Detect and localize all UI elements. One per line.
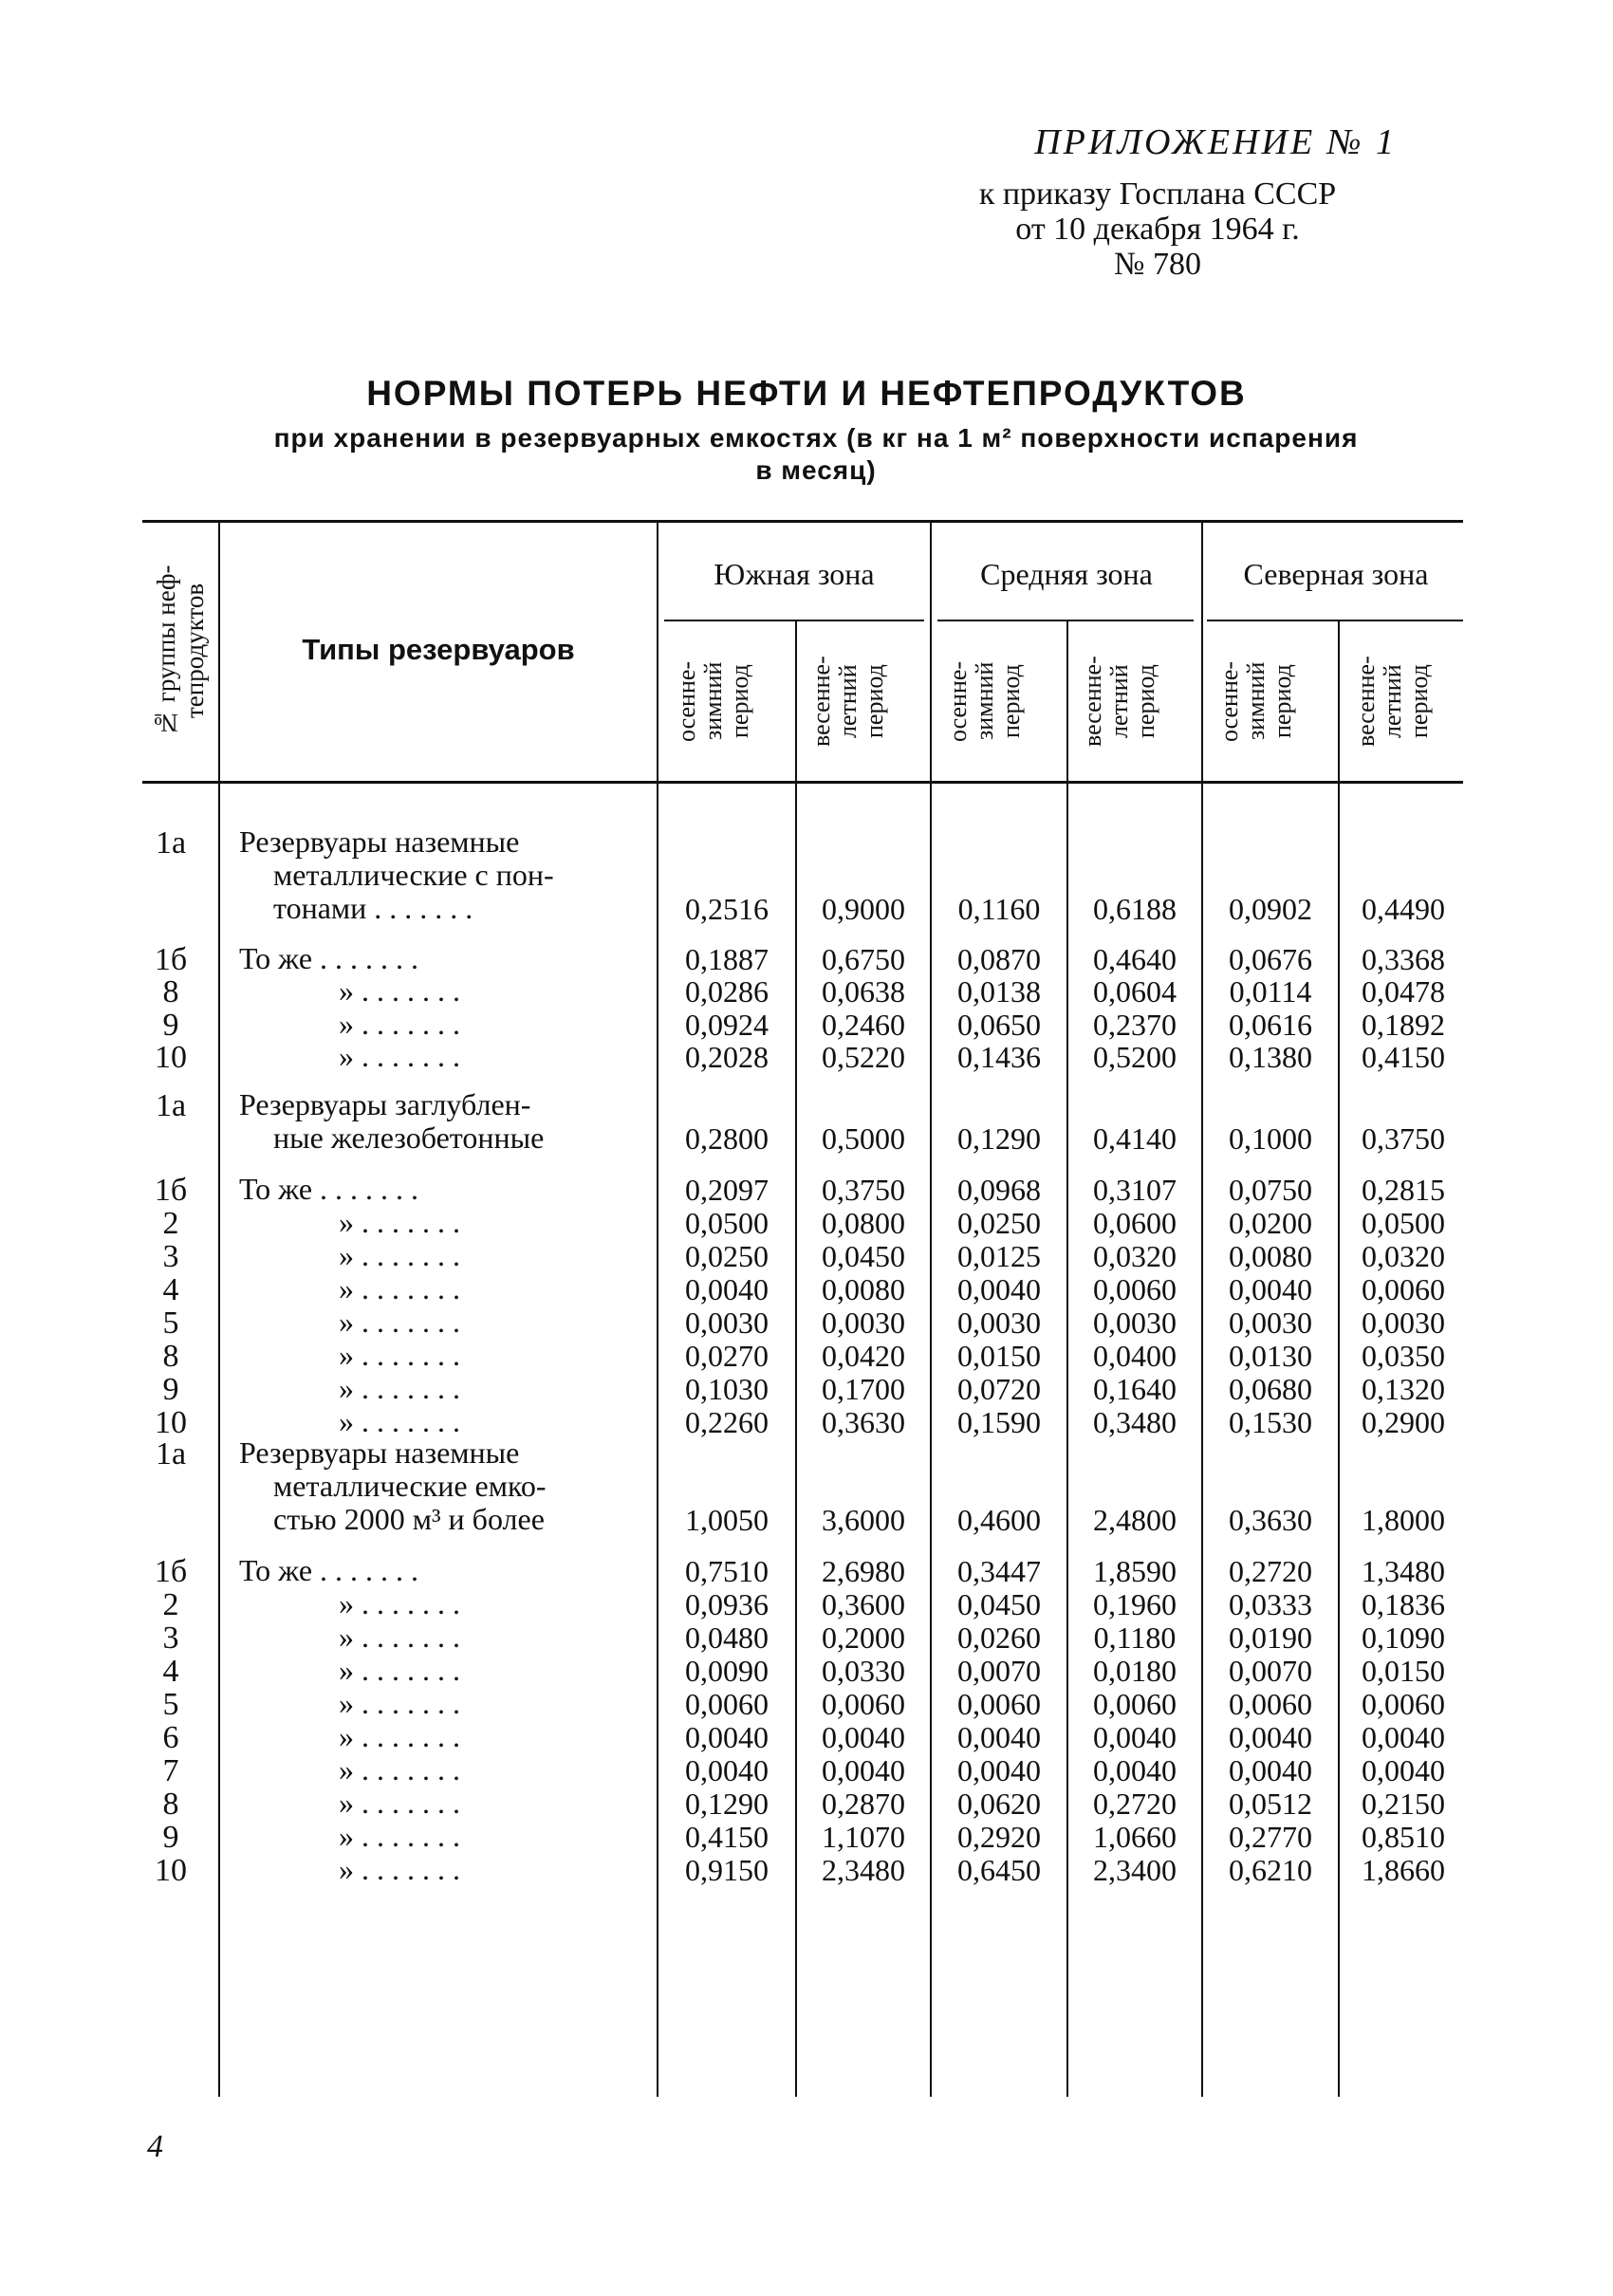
loss-value: 0,0270 <box>685 1339 769 1373</box>
loss-value: 0,1836 <box>1362 1587 1445 1621</box>
loss-value: 0,0450 <box>957 1587 1041 1621</box>
reservoir-type-line: » . . . . . . . <box>339 1787 460 1820</box>
reservoir-type <box>239 1687 643 1720</box>
loss-value: 0,0676 <box>1229 942 1312 976</box>
loss-value: 0,1030 <box>685 1372 769 1406</box>
loss-value: 0,0638 <box>822 974 905 1009</box>
loss-value: 0,0030 <box>1093 1305 1177 1340</box>
loss-value: 2,3400 <box>1093 1853 1177 1887</box>
column-divider <box>218 520 220 2097</box>
group-number: 2 <box>162 1587 179 1622</box>
loss-value: 0,0040 <box>822 1720 905 1754</box>
group-number: 9 <box>162 1372 179 1407</box>
reservoir-type-line: ные железобетонные <box>273 1121 545 1155</box>
loss-value: 0,0060 <box>1093 1687 1177 1721</box>
reservoir-type-line: » . . . . . . . <box>339 1853 460 1886</box>
reservoir-type <box>239 1787 643 1820</box>
loss-value: 0,2460 <box>822 1008 905 1042</box>
loss-value: 0,9150 <box>685 1853 769 1887</box>
loss-value: 0,0030 <box>1229 1305 1312 1340</box>
loss-value: 0,0924 <box>685 1008 769 1042</box>
document-subtitle <box>161 422 1471 487</box>
loss-value: 0,2720 <box>1229 1554 1312 1588</box>
loss-value: 1,8590 <box>1093 1554 1177 1588</box>
loss-value: 0,0040 <box>1362 1753 1445 1787</box>
loss-value: 1,8000 <box>1362 1503 1445 1537</box>
loss-value: 0,0090 <box>685 1654 769 1688</box>
group-number: 3 <box>162 1620 179 1656</box>
loss-value: 1,8660 <box>1362 1853 1445 1887</box>
loss-value: 0,2815 <box>1362 1173 1445 1207</box>
reservoir-type <box>239 1008 643 1041</box>
loss-value: 0,0040 <box>957 1753 1041 1787</box>
loss-value: 0,0150 <box>957 1339 1041 1373</box>
group-number: 10 <box>155 1405 187 1440</box>
loss-value: 0,0060 <box>1229 1687 1312 1721</box>
loss-value: 0,0620 <box>957 1787 1041 1821</box>
loss-value: 0,2097 <box>685 1173 769 1207</box>
group-number: 10 <box>155 1040 187 1075</box>
reservoir-type <box>239 1436 643 1536</box>
reservoir-type-line: » . . . . . . . <box>339 1008 460 1041</box>
header-bottom-rule <box>142 781 1463 784</box>
reservoir-type-line: Резервуары наземные <box>239 825 520 859</box>
loss-value: 0,0478 <box>1362 974 1445 1009</box>
loss-value: 0,1436 <box>957 1040 1041 1074</box>
loss-value: 0,0060 <box>822 1687 905 1721</box>
reservoir-type <box>239 1820 643 1853</box>
reservoir-type-line: » . . . . . . . <box>339 1206 460 1239</box>
loss-value: 0,0070 <box>1229 1654 1312 1688</box>
loss-value: 0,6750 <box>822 942 905 976</box>
reservoir-type-line: металлические с пон- <box>273 859 554 892</box>
loss-value: 2,4800 <box>1093 1503 1177 1537</box>
group-number: 9 <box>162 1008 179 1043</box>
loss-value: 2,6980 <box>822 1554 905 1588</box>
group-number: 10 <box>155 1853 187 1888</box>
loss-value: 0,0500 <box>1362 1206 1445 1240</box>
loss-value: 0,0030 <box>822 1305 905 1340</box>
zone-header-north: Северная зона <box>1243 556 1429 591</box>
loss-value: 0,3750 <box>822 1173 905 1207</box>
zone-rule-middle <box>937 620 1194 621</box>
group-number: 1б <box>154 1554 188 1589</box>
reservoir-type-line: » . . . . . . . <box>339 974 460 1008</box>
loss-value: 0,6450 <box>957 1853 1041 1887</box>
order-line: от 10 декабря 1964 г. <box>1015 212 1300 247</box>
loss-value: 0,0040 <box>685 1272 769 1306</box>
period-header-autumn-winter: осенне-зимний период <box>673 660 753 742</box>
group-number: 8 <box>162 974 179 1009</box>
reservoir-type <box>239 1620 643 1654</box>
loss-value: 0,4150 <box>1362 1040 1445 1074</box>
reservoir-type <box>239 1554 643 1587</box>
loss-value: 0,1590 <box>957 1405 1041 1439</box>
loss-value: 0,7510 <box>685 1554 769 1588</box>
appendix-label: ПРИЛОЖЕНИЕ № 1 <box>1034 122 1397 162</box>
loss-value: 0,3480 <box>1093 1405 1177 1439</box>
loss-value: 0,3600 <box>822 1587 905 1621</box>
subtitle-line: в месяц) <box>755 455 877 485</box>
col-header-group: № группы неф-тепродуктов <box>152 565 209 737</box>
loss-value: 0,0250 <box>685 1239 769 1273</box>
loss-value: 0,2870 <box>822 1787 905 1821</box>
group-number: 7 <box>162 1753 179 1788</box>
loss-value: 0,0030 <box>1362 1305 1445 1340</box>
reservoir-type-line: » . . . . . . . <box>339 1305 460 1339</box>
reservoir-type <box>239 1720 643 1753</box>
loss-value: 1,0050 <box>685 1503 769 1537</box>
group-number: 8 <box>162 1787 179 1822</box>
loss-value: 0,2150 <box>1362 1787 1445 1821</box>
loss-value: 0,0040 <box>1093 1720 1177 1754</box>
loss-value: 0,0114 <box>1229 974 1312 1009</box>
loss-value: 0,1380 <box>1229 1040 1312 1074</box>
group-number: 5 <box>162 1687 179 1722</box>
loss-value: 0,0030 <box>957 1305 1041 1340</box>
reservoir-type <box>239 825 643 925</box>
loss-value: 0,3368 <box>1362 942 1445 976</box>
loss-value: 0,1160 <box>957 892 1041 926</box>
loss-value: 0,0040 <box>685 1720 769 1754</box>
reservoir-type <box>239 1239 643 1272</box>
reservoir-type <box>239 1206 643 1239</box>
reservoir-type-line: » . . . . . . . <box>339 1405 460 1438</box>
loss-value: 1,3480 <box>1362 1554 1445 1588</box>
loss-value: 0,2800 <box>685 1121 769 1156</box>
group-number: 2 <box>162 1206 179 1241</box>
loss-value: 0,4600 <box>957 1503 1041 1537</box>
loss-value: 0,0040 <box>1229 1272 1312 1306</box>
loss-value: 0,0902 <box>1229 892 1312 926</box>
reservoir-type <box>239 1173 643 1206</box>
group-number: 4 <box>162 1654 179 1689</box>
loss-value: 0,0080 <box>822 1272 905 1306</box>
loss-value: 0,1320 <box>1362 1372 1445 1406</box>
loss-value: 0,2900 <box>1362 1405 1445 1439</box>
loss-value: 0,1290 <box>685 1787 769 1821</box>
loss-value: 0,0060 <box>1093 1272 1177 1306</box>
loss-value: 0,2770 <box>1229 1820 1312 1854</box>
loss-value: 0,4640 <box>1093 942 1177 976</box>
reservoir-type-line: металлические емко- <box>273 1470 547 1503</box>
loss-value: 0,0500 <box>685 1206 769 1240</box>
loss-value: 0,2000 <box>822 1620 905 1655</box>
reservoir-type-line: тонами . . . . . . . <box>273 892 473 925</box>
reservoir-type-line: То же . . . . . . . <box>239 942 419 975</box>
reservoir-type-line: » . . . . . . . <box>339 1587 460 1620</box>
group-number: 4 <box>162 1272 179 1307</box>
loss-value: 0,3630 <box>822 1405 905 1439</box>
loss-value: 0,1640 <box>1093 1372 1177 1406</box>
document-title: НОРМЫ ПОТЕРЬ НЕФТИ И НЕФТЕПРОДУКТОВ <box>366 374 1247 413</box>
loss-value: 0,0040 <box>685 1753 769 1787</box>
group-number: 1б <box>154 1173 188 1208</box>
order-reference <box>873 176 1442 282</box>
loss-value: 0,0650 <box>957 1008 1041 1042</box>
col-header-types: Типы резервуаров <box>302 633 575 666</box>
loss-value: 0,1960 <box>1093 1587 1177 1621</box>
loss-value: 0,0936 <box>685 1587 769 1621</box>
loss-value: 0,0150 <box>1362 1654 1445 1688</box>
loss-value: 0,0040 <box>1229 1720 1312 1754</box>
reservoir-type-line: То же . . . . . . . <box>239 1173 419 1206</box>
group-number: 3 <box>162 1239 179 1274</box>
loss-value: 0,0512 <box>1229 1787 1312 1821</box>
loss-value: 0,1090 <box>1362 1620 1445 1655</box>
loss-value: 0,3107 <box>1093 1173 1177 1207</box>
loss-value: 0,0260 <box>957 1620 1041 1655</box>
table-top-rule <box>142 520 1463 523</box>
loss-value: 0,1180 <box>1093 1620 1177 1655</box>
loss-value: 0,0680 <box>1229 1372 1312 1406</box>
loss-value: 0,0200 <box>1229 1206 1312 1240</box>
loss-value: 0,0040 <box>1093 1753 1177 1787</box>
loss-value: 0,6188 <box>1093 892 1177 926</box>
loss-value: 0,0420 <box>822 1339 905 1373</box>
loss-value: 0,0040 <box>822 1753 905 1787</box>
loss-value: 0,0040 <box>1229 1753 1312 1787</box>
loss-value: 1,1070 <box>822 1820 905 1854</box>
order-line: № 780 <box>1114 247 1201 282</box>
loss-value: 0,4150 <box>685 1820 769 1854</box>
loss-value: 0,1700 <box>822 1372 905 1406</box>
loss-value: 0,8510 <box>1362 1820 1445 1854</box>
loss-value: 0,0604 <box>1093 974 1177 1009</box>
reservoir-type <box>239 1339 643 1372</box>
period-header-spring-summer: весенне-летний период <box>1079 656 1159 747</box>
loss-value: 0,0125 <box>957 1239 1041 1273</box>
reservoir-type <box>239 974 643 1008</box>
reservoir-type <box>239 1587 643 1620</box>
reservoir-type <box>239 1088 643 1155</box>
loss-value: 0,2260 <box>685 1405 769 1439</box>
reservoir-type <box>239 1372 643 1405</box>
loss-value: 2,3480 <box>822 1853 905 1887</box>
page-number: 4 <box>147 2129 163 2164</box>
loss-value: 0,0060 <box>1362 1272 1445 1306</box>
loss-value: 0,3750 <box>1362 1121 1445 1156</box>
reservoir-type-line: Резервуары заглублен- <box>239 1088 531 1121</box>
group-number: 1а <box>155 825 187 861</box>
reservoir-type <box>239 1853 643 1886</box>
reservoir-type <box>239 1753 643 1787</box>
loss-value: 0,5200 <box>1093 1040 1177 1074</box>
loss-value: 0,0968 <box>957 1173 1041 1207</box>
loss-value: 0,0138 <box>957 974 1041 1009</box>
reservoir-type <box>239 1305 643 1339</box>
loss-value: 0,0450 <box>822 1239 905 1273</box>
zone-rule-north <box>1207 620 1463 621</box>
loss-value: 0,0800 <box>822 1206 905 1240</box>
reservoir-type-line: » . . . . . . . <box>339 1372 460 1405</box>
loss-value: 0,0400 <box>1093 1339 1177 1373</box>
loss-value: 0,0286 <box>685 974 769 1009</box>
loss-value: 0,4140 <box>1093 1121 1177 1156</box>
loss-value: 0,0870 <box>957 942 1041 976</box>
group-number: 9 <box>162 1820 179 1855</box>
reservoir-type-line: » . . . . . . . <box>339 1272 460 1305</box>
reservoir-type-line: То же . . . . . . . <box>239 1554 419 1587</box>
reservoir-type-line: стью 2000 м³ и более <box>273 1503 545 1536</box>
loss-value: 0,0080 <box>1229 1239 1312 1273</box>
reservoir-type-line: » . . . . . . . <box>339 1339 460 1372</box>
group-number: 1б <box>154 942 188 977</box>
zone-header-middle: Средняя зона <box>980 556 1153 591</box>
loss-value: 0,2720 <box>1093 1787 1177 1821</box>
group-number: 1а <box>155 1436 187 1472</box>
reservoir-type <box>239 942 643 975</box>
loss-value: 0,0720 <box>957 1372 1041 1406</box>
loss-value: 0,0350 <box>1362 1339 1445 1373</box>
loss-value: 0,0070 <box>957 1654 1041 1688</box>
loss-value: 0,0060 <box>1362 1687 1445 1721</box>
loss-value: 0,0130 <box>1229 1339 1312 1373</box>
reservoir-type <box>239 1654 643 1687</box>
group-number: 5 <box>162 1305 179 1341</box>
reservoir-type <box>239 1405 643 1438</box>
loss-value: 0,0190 <box>1229 1620 1312 1655</box>
loss-value: 0,1290 <box>957 1121 1041 1156</box>
loss-value: 0,0180 <box>1093 1654 1177 1688</box>
reservoir-type-line: » . . . . . . . <box>339 1239 460 1272</box>
reservoir-type-line: Резервуары наземные <box>239 1436 520 1470</box>
reservoir-type-line: » . . . . . . . <box>339 1753 460 1787</box>
group-number: 1а <box>155 1088 187 1123</box>
loss-value: 0,2028 <box>685 1040 769 1074</box>
loss-value: 0,0333 <box>1229 1587 1312 1621</box>
loss-value: 0,0040 <box>957 1272 1041 1306</box>
loss-value: 0,0750 <box>1229 1173 1312 1207</box>
loss-value: 0,9000 <box>822 892 905 926</box>
order-line: к приказу Госплана СССР <box>978 176 1337 212</box>
zone-header-south: Южная зона <box>714 556 875 591</box>
loss-value: 0,0250 <box>957 1206 1041 1240</box>
loss-value: 0,3447 <box>957 1554 1041 1588</box>
loss-value: 0,0600 <box>1093 1206 1177 1240</box>
loss-value: 0,0480 <box>685 1620 769 1655</box>
loss-value: 0,6210 <box>1229 1853 1312 1887</box>
loss-value: 3,6000 <box>822 1503 905 1537</box>
loss-value: 0,1892 <box>1362 1008 1445 1042</box>
reservoir-type <box>239 1040 643 1073</box>
loss-value: 0,0040 <box>957 1720 1041 1754</box>
loss-value: 0,0030 <box>685 1305 769 1340</box>
period-header-autumn-winter: осенне-зимний период <box>944 660 1025 742</box>
group-number: 8 <box>162 1339 179 1374</box>
loss-value: 0,0060 <box>685 1687 769 1721</box>
zone-rule-south <box>664 620 924 621</box>
loss-value: 0,0060 <box>957 1687 1041 1721</box>
loss-value: 0,0616 <box>1229 1008 1312 1042</box>
reservoir-type-line: » . . . . . . . <box>339 1687 460 1720</box>
loss-value: 0,0330 <box>822 1654 905 1688</box>
group-number: 6 <box>162 1720 179 1755</box>
loss-value: 0,2920 <box>957 1820 1041 1854</box>
loss-value: 0,2516 <box>685 892 769 926</box>
loss-value: 1,0660 <box>1093 1820 1177 1854</box>
loss-value: 0,4490 <box>1362 892 1445 926</box>
loss-value: 0,0320 <box>1362 1239 1445 1273</box>
reservoir-type-line: » . . . . . . . <box>339 1620 460 1654</box>
reservoir-type-line: » . . . . . . . <box>339 1820 460 1853</box>
period-header-spring-summer: весенне-летний период <box>1352 656 1433 747</box>
loss-value: 0,1000 <box>1229 1121 1312 1156</box>
reservoir-type-line: » . . . . . . . <box>339 1654 460 1687</box>
loss-value: 0,5000 <box>822 1121 905 1156</box>
loss-value: 0,3630 <box>1229 1503 1312 1537</box>
loss-value: 0,5220 <box>822 1040 905 1074</box>
reservoir-type-line: » . . . . . . . <box>339 1720 460 1753</box>
subtitle-line: при хранении в резервуарных емкостях (в кг на 1 м² поверхности испарения <box>273 423 1359 453</box>
loss-value: 0,2370 <box>1093 1008 1177 1042</box>
loss-value: 0,1530 <box>1229 1405 1312 1439</box>
reservoir-type <box>239 1272 643 1305</box>
loss-value: 0,1887 <box>685 942 769 976</box>
loss-value: 0,0320 <box>1093 1239 1177 1273</box>
period-header-autumn-winter: осенне-зимний период <box>1215 660 1296 742</box>
period-header-spring-summer: весенне-летний период <box>807 656 888 747</box>
loss-value: 0,0040 <box>1362 1720 1445 1754</box>
reservoir-type-line: » . . . . . . . <box>339 1040 460 1073</box>
